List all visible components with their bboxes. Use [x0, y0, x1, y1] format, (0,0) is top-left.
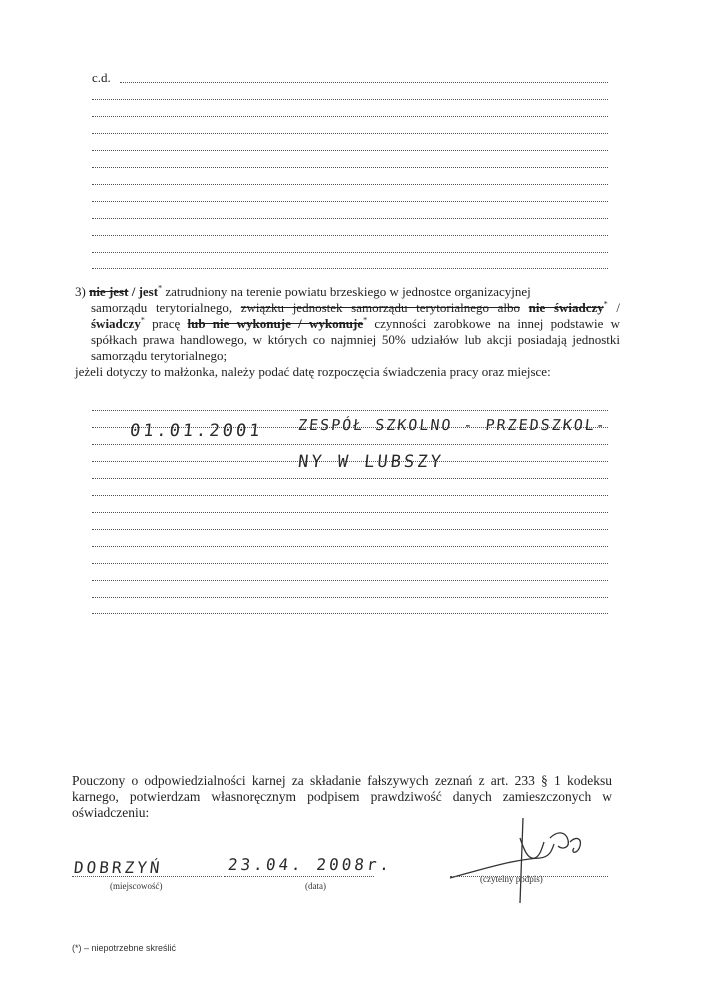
- dotted-line: [92, 495, 608, 496]
- slash: /: [616, 300, 621, 315]
- option-is: jest: [138, 284, 159, 299]
- option-not-provide: nie świadczy: [528, 300, 604, 315]
- dotted-line: [92, 613, 608, 614]
- asterisk-mark: *: [140, 315, 145, 325]
- local-gov-text: samorządu terytorialnego,: [91, 300, 241, 315]
- place-caption: (miejscowość): [110, 881, 163, 891]
- dotted-line: [92, 268, 608, 269]
- handwritten-date: 01.01.2001: [128, 421, 264, 441]
- continuation-label: c.d.: [92, 70, 111, 85]
- dotted-line: [92, 512, 608, 513]
- signature-caption: (czytelny podpis): [480, 874, 543, 884]
- asterisk-mark: *: [603, 299, 608, 309]
- option-provide: świadczy: [91, 316, 141, 331]
- dotted-line: [92, 133, 608, 134]
- dotted-line: [92, 410, 608, 411]
- activities-text: czynności zarobkowe na innej podstawie w spółkach prawa handlowego, w których co najmniej 50% udziałów lub akcji posiadają jednostki samorządu terytorialnego;: [91, 316, 621, 363]
- handwritten-place-name: DOBRZYŃ: [73, 858, 164, 877]
- struck-union-text: związku jednostek samorządu terytorialnego albo: [240, 300, 521, 315]
- dotted-line: [92, 184, 608, 185]
- handwritten-place: ZESPÓŁ SZKOLNO - PRZEDSZKOL-: [297, 416, 608, 434]
- dotted-line: [92, 546, 608, 547]
- liability-declaration: Pouczony o odpowiedzialności karnej za składanie fałszywych zeznań z art. 233 § 1 kodeksu karnego, potwierdzam własnoręcznym podpisem prawdziwość danych zamieszczonych w oświadczeniu:: [72, 773, 612, 820]
- dotted-line: [92, 218, 608, 219]
- slash: /: [131, 284, 136, 299]
- section-3-continuation: [75, 300, 620, 364]
- dotted-line: [92, 201, 608, 202]
- dotted-line: [92, 150, 608, 151]
- dotted-line: [92, 563, 608, 564]
- dotted-line: [92, 597, 608, 598]
- dotted-line: [120, 82, 608, 83]
- struck-or-text: lub nie wykonuje / wykonuje: [187, 316, 364, 331]
- spouse-note: jeżeli dotyczy to małżonka, należy podać datę rozpoczęcia świadczenia pracy oraz miejsce:: [75, 364, 551, 379]
- section-3-statement: [75, 284, 620, 380]
- dotted-line: [92, 167, 608, 168]
- dotted-line: [92, 116, 608, 117]
- footnote: (*) – niepotrzebne skreślić: [72, 943, 177, 953]
- dotted-line: [92, 99, 608, 100]
- place-line: [72, 876, 222, 877]
- section-number: 3): [75, 284, 86, 299]
- handwritten-date-value: 23.04. 2008r.: [227, 855, 394, 874]
- dotted-line: [92, 235, 608, 236]
- date-caption: (data): [305, 881, 326, 891]
- asterisk-mark: *: [158, 283, 163, 293]
- dotted-line: [92, 444, 608, 445]
- employed-text: zatrudniony na terenie powiatu brzeskiego w jednostce organizacyjnej: [162, 284, 531, 299]
- handwritten-signature: [440, 808, 610, 908]
- asterisk-mark: *: [363, 315, 368, 325]
- dotted-line: [92, 478, 608, 479]
- date-line: [224, 876, 374, 877]
- option-not-is: nie jest: [89, 284, 129, 299]
- handwritten-place-continued: NY W LUBSZY: [296, 452, 445, 472]
- dotted-line: [92, 252, 608, 253]
- work-text: pracę: [144, 316, 188, 331]
- dotted-line: [92, 529, 608, 530]
- dotted-line: [92, 580, 608, 581]
